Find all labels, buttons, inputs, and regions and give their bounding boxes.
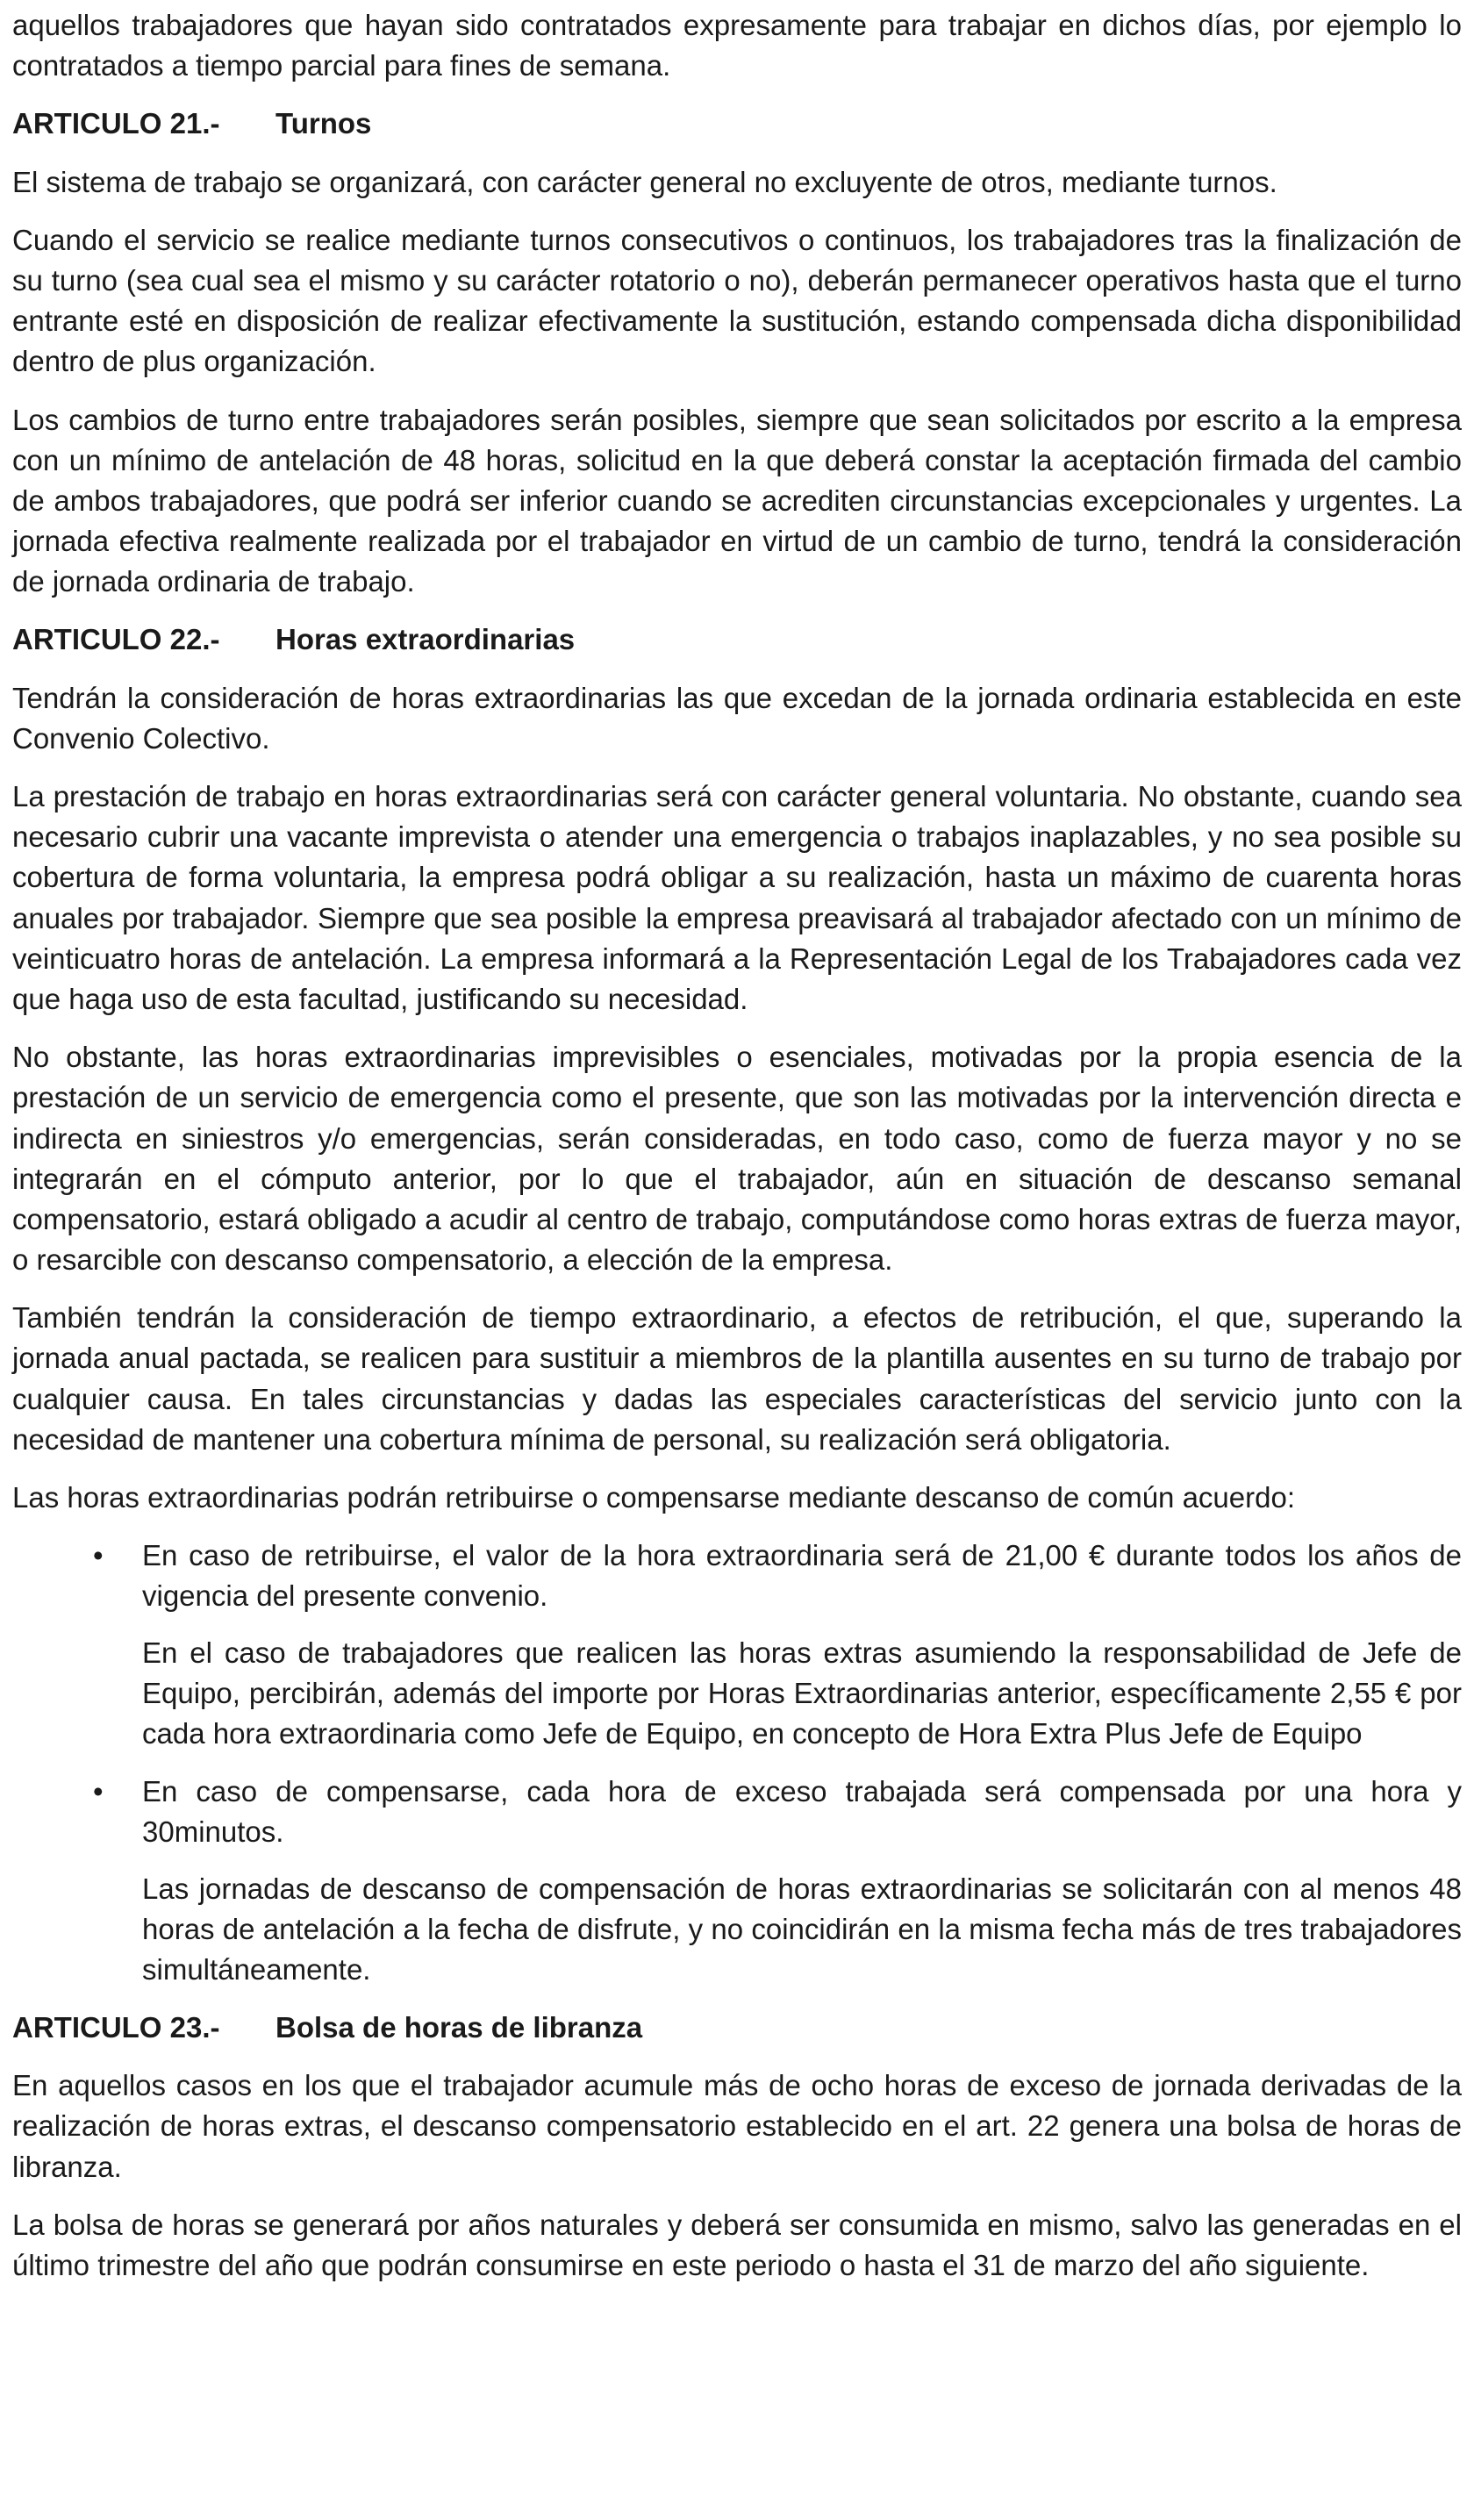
article-21-paragraph: Los cambios de turno entre trabajadores serán posibles, siempre que sean solicitados por escrito a la empresa con un mínimo de antelación de 48 horas, solicitud en la que deberá constar la aceptación firmada del cambio de ambos trabajadores, que podrá ser inferior cuando se acrediten circunstancias excepcionales y urgentes. La jornada efectiva realmente realizada por el trabajador en virtud de un cambio de turno, tendrá la consideración de jornada ordinaria de trabajo. bbox=[12, 403, 1462, 598]
article-22-heading bbox=[12, 619, 1462, 660]
bullet-item bbox=[12, 1536, 1462, 1616]
article-23-heading bbox=[12, 2008, 1462, 2048]
article-22-number: ARTICULO 22.- bbox=[12, 623, 220, 656]
article-23-paragraph: La bolsa de horas se generará por años naturales y deberá ser consumida en mismo, salvo las generadas en el último trimestre del año que podrán consumirse en este periodo o hasta el 31 de marzo del año siguiente. bbox=[12, 2208, 1462, 2281]
article-22-title: Horas extraordinarias bbox=[275, 623, 576, 656]
document-page bbox=[12, 5, 1462, 2303]
bullet-item bbox=[12, 1772, 1462, 1852]
article-22-paragraph: Las horas extraordinarias podrán retribuirse o compensarse mediante descanso de común acuerdo: bbox=[12, 1481, 1295, 1514]
bullet-icon: • bbox=[93, 1775, 104, 1808]
article-22-paragraph: La prestación de trabajo en horas extraordinarias será con carácter general voluntaria. No obstante, cuando sea necesario cubrir una vacante imprevista o atender una emergencia o trabajos inaplazables, y no sea posible su cobertura de forma voluntaria, la empresa podrá obligar a su realización, hasta un máximo de cuarenta horas anuales por trabajador. Siempre que sea posible la empresa preavisará al trabajador afectado con un mínimo de veinticuatro horas de antelación. La empresa informará a la Representación Legal de los Trabajadores cada vez que haga uso de esta facultad, justificando su necesidad. bbox=[12, 780, 1462, 1015]
article-21-title: Turnos bbox=[275, 107, 372, 140]
article-23-title: Bolsa de horas de libranza bbox=[275, 2011, 643, 2044]
bullet-text: En caso de compensarse, cada hora de exceso trabajada será compensada por una hora y 30minutos. bbox=[142, 1775, 1462, 1849]
article-21-number: ARTICULO 21.- bbox=[12, 107, 220, 140]
bullet-subparagraph: En el caso de trabajadores que realicen las horas extras asumiendo la responsabilidad de Jefe de Equipo, percibirán, además del importe por Horas Extraordinarias anterior, específicamente 2,55 € por cada hora extraordinaria como Jefe de Equipo, en concepto de Hora Extra Plus Jefe de Equipo bbox=[142, 1636, 1462, 1750]
intro-paragraph: aquellos trabajadores que hayan sido contratados expresamente para trabajar en dichos días, por ejemplo lo contratados a tiempo parcial para fines de semana. bbox=[12, 9, 1462, 82]
article-23-paragraph: En aquellos casos en los que el trabajador acumule más de ocho horas de exceso de jornada derivadas de la realización de horas extras, el descanso compensatorio establecido en el art. 22 genera una bolsa de horas de libranza. bbox=[12, 2069, 1462, 2183]
article-22-paragraph: Tendrán la consideración de horas extraordinarias las que excedan de la jornada ordinaria establecida en este Convenio Colectivo. bbox=[12, 681, 1462, 755]
article-22-paragraph: También tendrán la consideración de tiempo extraordinario, a efectos de retribución, el que, superando la jornada anual pactada, se realicen para sustituir a miembros de la plantilla ausentes en su turno de trabajo por cualquier causa. En tales circunstancias y dadas las especiales características del servicio junto con la necesidad de mantener una cobertura mínima de personal, su realización será obligatoria. bbox=[12, 1301, 1462, 1456]
article-21-paragraph: Cuando el servicio se realice mediante turnos consecutivos o continuos, los trabajadores tras la finalización de su turno (sea cual sea el mismo y su carácter rotatorio o no), deberán permanecer operativos hasta que el turno entrante esté en disposición de realizar efectivamente la sustitución, estando compensada dicha disponibilidad dentro de plus organización. bbox=[12, 223, 1462, 378]
bullet-subparagraph: Las jornadas de descanso de compensación de horas extraordinarias se solicitarán con al menos 48 horas de antelación a la fecha de disfrute, y no coincidirán en la misma fecha más de tres trabajadores simultáneamente. bbox=[142, 1872, 1462, 1986]
bullet-icon: • bbox=[93, 1539, 104, 1572]
article-21-heading bbox=[12, 104, 1462, 144]
bullet-text: En caso de retribuirse, el valor de la hora extraordinaria será de 21,00 € durante todos los años de vigencia del presente convenio. bbox=[142, 1539, 1462, 1613]
article-22-paragraph: No obstante, las horas extraordinarias imprevisibles o esenciales, motivadas por la propia esencia de la prestación de un servicio de emergencia como el presente, que son las motivadas por la intervención directa e indirecta en siniestros y/o emergencias, serán consideradas, en todo caso, como de fuerza mayor y no se integrarán en el cómputo anterior, por lo que el trabajador, aún en situación de descanso semanal compensatorio, estará obligado a acudir al centro de trabajo, computándose como horas extras de fuerza mayor, o resarcible con descanso compensatorio, a elección de la empresa. bbox=[12, 1041, 1462, 1277]
article-23-number: ARTICULO 23.- bbox=[12, 2011, 220, 2044]
article-21-paragraph: El sistema de trabajo se organizará, con carácter general no excluyente de otros, mediante turnos. bbox=[12, 165, 1277, 198]
